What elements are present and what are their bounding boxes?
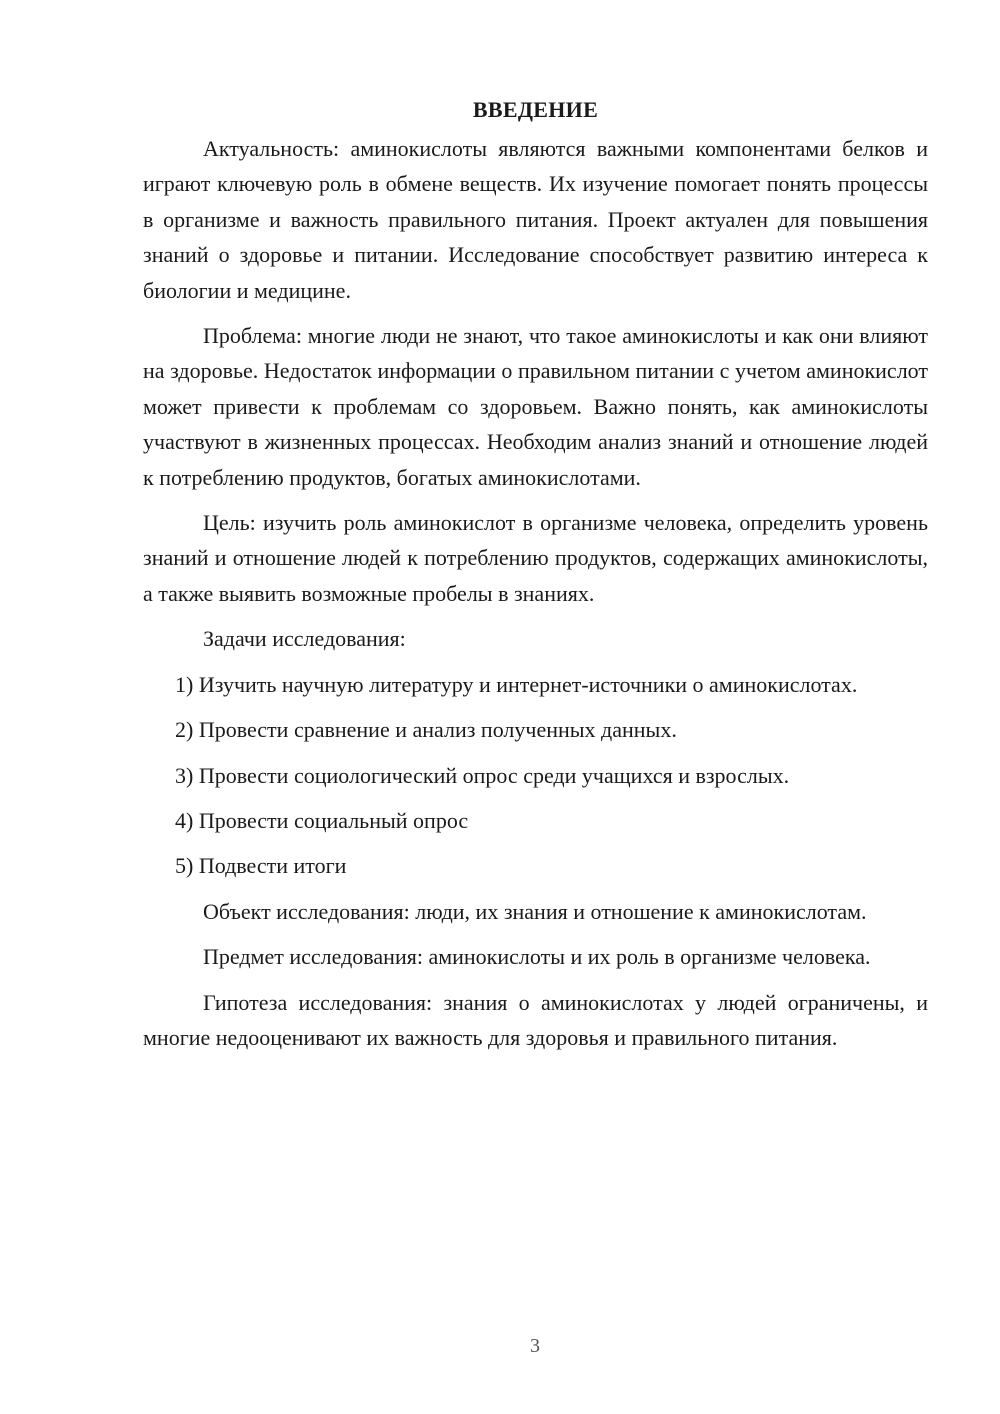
task-item-1: 1) Изучить научную литературу и интернет-источники о аминокислотах. — [175, 671, 858, 697]
task-item-4: 4) Провести социальный опрос — [175, 807, 469, 833]
relevance-paragraph: Актуальность: аминокислоты являются важными компонентами белков и играют ключевую роль в обмене веществ. Их изучение помогает понять процессы в организме и важность правильного питания. Проект актуален для повышения знаний о здоровье и питании. Исследование способствует развитию интереса к биологии и медицине. — [143, 136, 928, 303]
document-page — [143, 92, 928, 1065]
task-item-5: 5) Подвести итоги — [175, 853, 347, 879]
hypothesis-paragraph: Гипотеза исследования: знания о аминокислотах у людей ограничены, и многие недооценивают их важность для здоровья и правильного питания. — [143, 989, 928, 1050]
goal-paragraph: Цель: изучить роль аминокислот в организме человека, определить уровень знаний и отношение людей к потреблению продуктов, содержащих аминокислоты, а также выявить возможные пробелы в знаниях. — [143, 510, 928, 606]
research-object-paragraph: Объект исследования: люди, их знания и отношение к аминокислотам. — [203, 898, 867, 924]
task-item-3: 3) Провести социологический опрос среди учащихся и взрослых. — [175, 762, 790, 788]
page-number: 3 — [530, 1335, 540, 1357]
tasks-heading: Задачи исследования: — [203, 626, 406, 652]
research-subject-paragraph: Предмет исследования: аминокислоты и их роль в организме человека. — [203, 944, 871, 970]
section-title: ВВЕДЕНИЕ — [472, 97, 599, 122]
problem-paragraph: Проблема: многие люди не знают, что такое аминокислоты и как они влияют на здоровье. Недостаток информации о правильном питании с учетом аминокислот может привести к проблемам со здоровьем. Важно понять, как аминокислоты участвуют в жизненных процессах. Необходим анализ знаний и отношение людей к потреблению продуктов, богатых аминокислотами. — [143, 323, 928, 490]
task-item-2: 2) Провести сравнение и анализ полученных данных. — [175, 717, 677, 743]
